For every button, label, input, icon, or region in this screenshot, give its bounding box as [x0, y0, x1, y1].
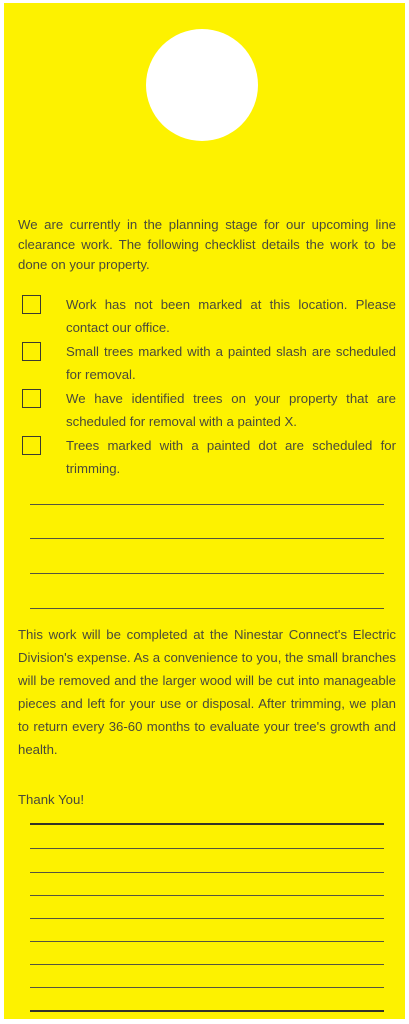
write-in-line[interactable] — [30, 573, 384, 574]
checklist-item-x — [18, 387, 398, 433]
checklist-item-label: Small trees marked with a painted slash are scheduled for removal. — [66, 344, 396, 382]
intro-paragraph: We are currently in the planning stage for our upcoming line clearance work. The following checklist details the work to be done on your property. — [18, 217, 396, 272]
closing-text: Thank You! — [18, 792, 84, 807]
checkbox[interactable] — [22, 389, 41, 408]
checklist-item-label: Work has not been marked at this location. Please contact our office. — [66, 297, 396, 335]
notes-line[interactable] — [30, 848, 384, 849]
write-in-line[interactable] — [30, 504, 384, 505]
notes-line[interactable] — [30, 872, 384, 873]
checkbox[interactable] — [22, 295, 41, 314]
notes-line[interactable] — [30, 895, 384, 896]
notes-line[interactable] — [30, 964, 384, 965]
write-in-line[interactable] — [30, 538, 384, 539]
notes-line[interactable] — [30, 918, 384, 919]
checkbox[interactable] — [22, 436, 41, 455]
checkbox[interactable] — [22, 342, 41, 361]
checklist-item-not-marked — [18, 293, 398, 339]
notes-line[interactable] — [30, 987, 384, 988]
checklist-item-label: Trees marked with a painted dot are scheduled for trimming. — [66, 438, 396, 476]
notes-line[interactable] — [30, 823, 384, 825]
notes-line[interactable] — [30, 941, 384, 942]
door-hanger — [4, 3, 405, 1019]
checklist-item-label: We have identified trees on your property that are scheduled for removal with a painted X. — [66, 391, 396, 429]
body-paragraph: This work will be completed at the Ninestar Connect's Electric Division's expense. As a convenience to you, the small branches will be removed and the larger wood will be cut into manageable pieces and left for your use or disposal. After trimming, we plan to return every 36-60 months to evaluate your tree's growth and health. — [18, 627, 396, 757]
write-in-line[interactable] — [30, 608, 384, 609]
checklist-item-dot — [18, 434, 398, 480]
notes-line[interactable] — [30, 1010, 384, 1012]
hanger-hole — [146, 29, 258, 141]
checklist-item-slash — [18, 340, 398, 386]
